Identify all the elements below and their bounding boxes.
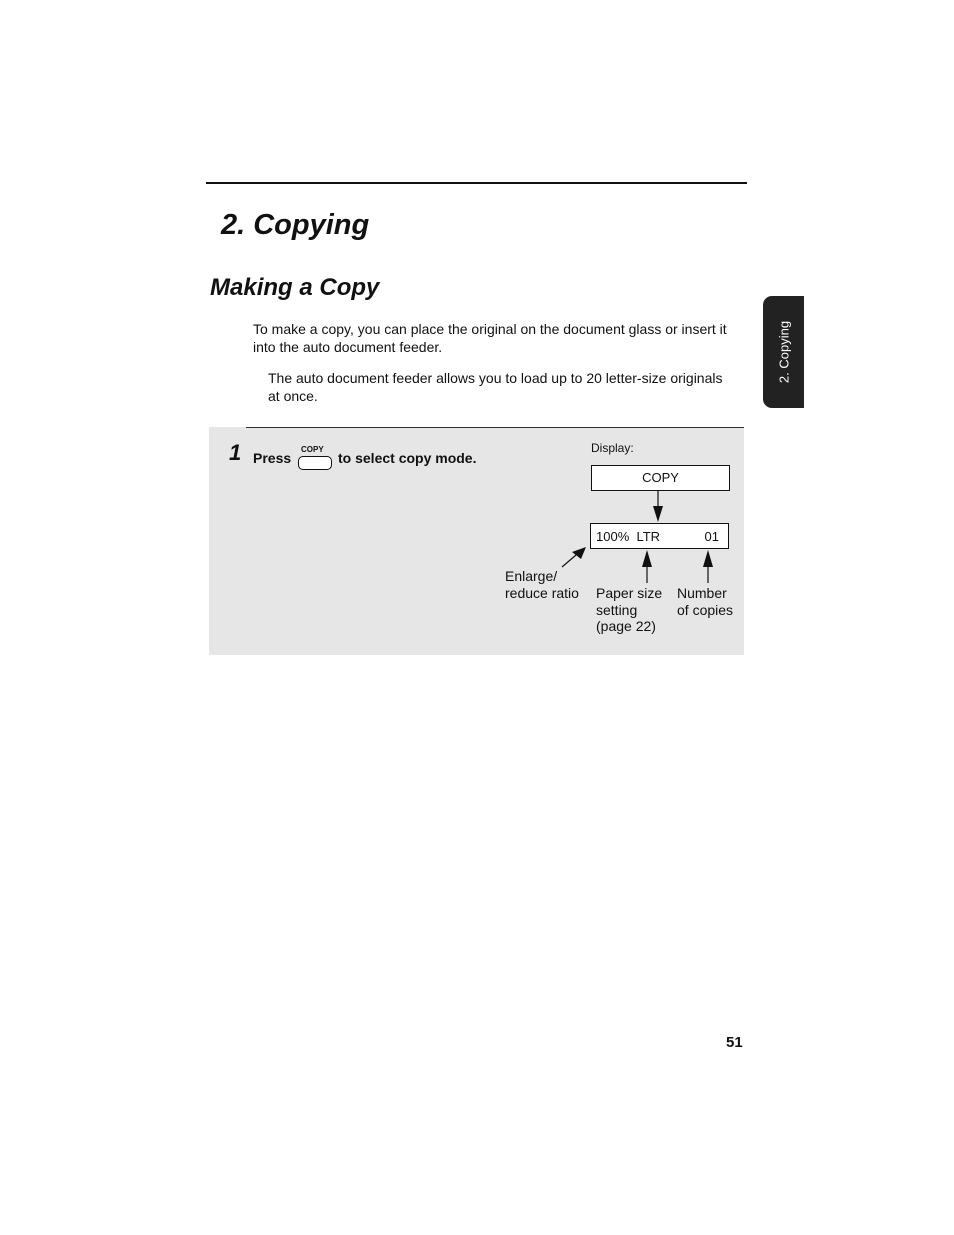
display-copies-text: 01	[704, 529, 719, 544]
step-number: 1	[229, 440, 242, 465]
callout-paper-line2: setting	[596, 601, 638, 618]
step-press-label: Press	[253, 450, 292, 466]
callout-paper-size	[596, 585, 676, 635]
page-number: 51	[726, 1034, 743, 1051]
callout-paper-line1: Paper size	[596, 585, 663, 601]
step-instruction: to select copy mode.	[338, 450, 477, 466]
step-top-rule	[246, 427, 744, 428]
callout-paper-line3: (page 22)	[596, 618, 656, 634]
intro-paragraph: To make a copy, you can place the original on the document glass or insert it into the auto document feeder.	[253, 321, 727, 355]
display-screen-copy	[591, 465, 730, 491]
section-title: Making a Copy	[210, 274, 380, 301]
note-paragraph: The auto document feeder allows you to load up to 20 letter-size originals at once.	[268, 370, 723, 404]
callout-ratio-line2: reduce ratio	[505, 584, 579, 601]
chapter-title: 2. Copying	[221, 209, 370, 241]
copy-key-caption: COPY	[301, 445, 324, 454]
display-screen-settings	[590, 523, 729, 549]
callout-copies-line2: of copies	[677, 601, 734, 618]
copy-key-icon	[298, 456, 332, 470]
callout-ratio-line1: Enlarge/	[505, 568, 558, 584]
callout-enlarge-reduce	[505, 568, 590, 601]
chapter-side-tab	[763, 296, 804, 408]
chapter-top-rule	[206, 182, 747, 184]
display-ratio-paper-text: 100% LTR	[596, 529, 661, 544]
display-caption: Display:	[591, 441, 634, 455]
side-tab-label: 2. Copying	[776, 320, 791, 384]
display-screen-copy-text: COPY	[642, 470, 679, 485]
callout-copies-line1: Number	[677, 585, 727, 601]
callout-number-of-copies	[677, 585, 747, 618]
